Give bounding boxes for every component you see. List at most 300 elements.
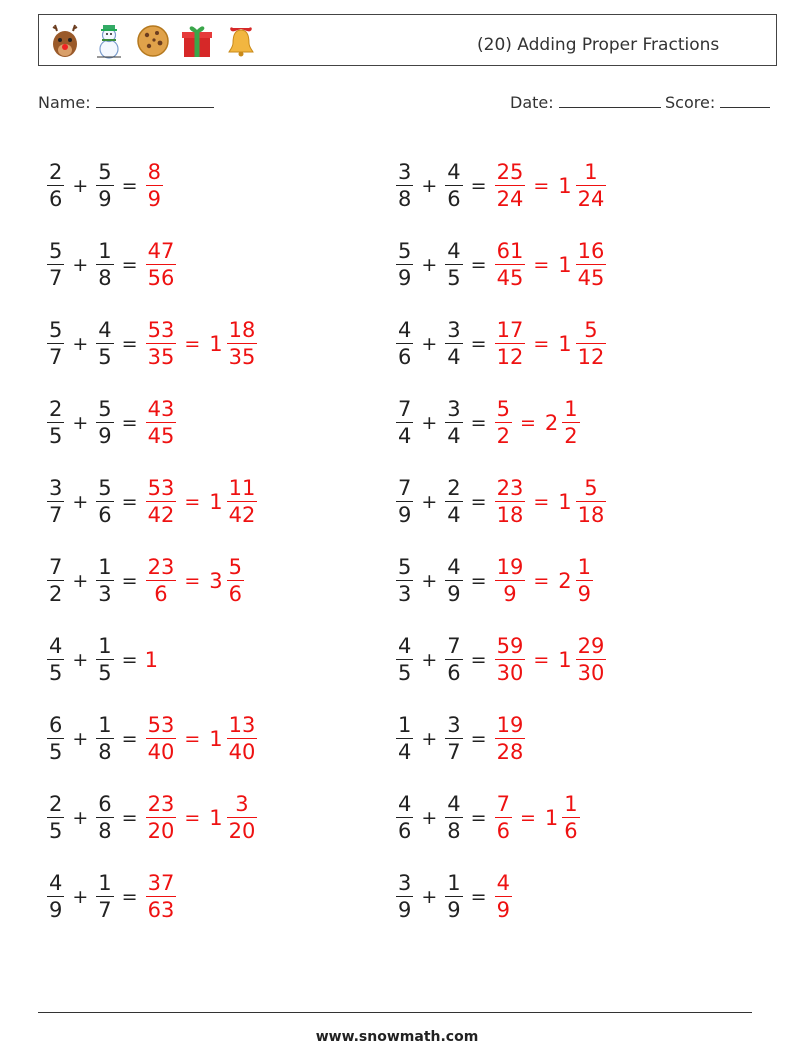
- denominator: 6: [49, 186, 63, 211]
- answer-fraction: [146, 317, 177, 369]
- answer: [143, 712, 261, 764]
- plus-sign: +: [421, 885, 438, 908]
- numerator: 13: [228, 712, 256, 737]
- equals-sign: =: [184, 806, 201, 829]
- plus-sign: +: [421, 727, 438, 750]
- numerator: 23: [147, 554, 175, 579]
- mixed-fraction: [562, 396, 579, 448]
- equals-sign: =: [121, 174, 138, 197]
- denominator: 9: [398, 897, 412, 922]
- mixed-fraction: [227, 712, 258, 764]
- denominator: 20: [147, 818, 175, 843]
- numerator: 3: [447, 396, 461, 421]
- addend-fraction: [47, 554, 64, 606]
- numerator: 5: [228, 554, 242, 579]
- denominator: 4: [447, 423, 461, 448]
- addend-fraction: [96, 159, 113, 211]
- numerator: 5: [398, 238, 412, 263]
- plus-sign: +: [72, 806, 89, 829]
- addend-fraction: [96, 317, 113, 369]
- denominator: 6: [154, 581, 168, 606]
- problem-row: [44, 225, 260, 304]
- denominator: 24: [496, 186, 524, 211]
- denominator: 9: [577, 581, 591, 606]
- equals-sign: =: [533, 253, 550, 276]
- numerator: 17: [496, 317, 524, 342]
- equals-sign: =: [533, 648, 550, 671]
- mixed-whole: 1: [209, 331, 223, 356]
- answer: [492, 475, 610, 527]
- equals-sign: =: [121, 490, 138, 513]
- addend-fraction: [396, 791, 413, 843]
- problem-row: [44, 383, 260, 462]
- worksheet-title: (20) Adding Proper Fractions: [477, 35, 720, 55]
- equals-sign: =: [121, 885, 138, 908]
- numerator: 5: [98, 159, 112, 184]
- problem-row: [393, 146, 609, 225]
- denominator: 5: [49, 818, 63, 843]
- equals-sign: =: [519, 806, 536, 829]
- denominator: 7: [49, 344, 63, 369]
- numerator: 2: [49, 159, 63, 184]
- plus-sign: +: [72, 648, 89, 671]
- numerator: 5: [398, 554, 412, 579]
- problem-row: [393, 304, 609, 383]
- denominator: 2: [496, 423, 510, 448]
- denominator: 6: [447, 660, 461, 685]
- equals-sign: =: [470, 490, 487, 513]
- denominator: 9: [398, 265, 412, 290]
- denominator: 12: [577, 344, 605, 369]
- denominator: 8: [398, 186, 412, 211]
- mixed-fraction: [576, 633, 607, 685]
- answer-fraction: [495, 633, 526, 685]
- denominator: 6: [564, 818, 578, 843]
- numerator: 3: [447, 712, 461, 737]
- reindeer-icon: [45, 21, 85, 61]
- addend-fraction: [396, 633, 413, 685]
- numerator: 4: [447, 238, 461, 263]
- numerator: 5: [584, 317, 598, 342]
- numerator: 59: [496, 633, 524, 658]
- numerator: 3: [49, 475, 63, 500]
- numerator: 23: [496, 475, 524, 500]
- numerator: 4: [49, 870, 63, 895]
- addend-fraction: [396, 238, 413, 290]
- denominator: 40: [147, 739, 175, 764]
- addend-fraction: [47, 317, 64, 369]
- denominator: 40: [228, 739, 256, 764]
- numerator: 5: [98, 396, 112, 421]
- mixed-whole: 3: [209, 568, 223, 593]
- denominator: 9: [447, 897, 461, 922]
- problem-row: [44, 462, 260, 541]
- mixed-fraction: [227, 791, 258, 843]
- numerator: 3: [398, 159, 412, 184]
- denominator: 24: [577, 186, 605, 211]
- numerator: 6: [98, 791, 112, 816]
- plus-sign: +: [421, 253, 438, 276]
- addend-fraction: [47, 633, 64, 685]
- denominator: 5: [98, 344, 112, 369]
- equals-sign: =: [470, 727, 487, 750]
- answer-fraction: [146, 238, 177, 290]
- numerator: 4: [447, 159, 461, 184]
- mixed-fraction: [576, 475, 607, 527]
- numerator: 1: [98, 870, 112, 895]
- equals-sign: =: [121, 253, 138, 276]
- equals-sign: =: [184, 569, 201, 592]
- denominator: 45: [577, 265, 605, 290]
- answer-fraction: [495, 712, 526, 764]
- addend-fraction: [96, 238, 113, 290]
- addend-fraction: [96, 712, 113, 764]
- numerator: 5: [49, 317, 63, 342]
- worksheet-header: [38, 14, 777, 66]
- denominator: 20: [228, 818, 256, 843]
- mixed-fraction: [562, 791, 579, 843]
- denominator: 8: [98, 818, 112, 843]
- denominator: 45: [147, 423, 175, 448]
- denominator: 63: [147, 897, 175, 922]
- addend-fraction: [445, 475, 462, 527]
- numerator: 1: [577, 554, 591, 579]
- cookie-icon: [133, 21, 173, 61]
- plus-sign: +: [421, 332, 438, 355]
- numerator: 4: [49, 633, 63, 658]
- numerator: 2: [49, 791, 63, 816]
- addend-fraction: [47, 475, 64, 527]
- plus-sign: +: [72, 174, 89, 197]
- denominator: 9: [98, 186, 112, 211]
- problem-row: [44, 699, 260, 778]
- numerator: 4: [98, 317, 112, 342]
- name-line: [96, 93, 214, 108]
- denominator: 45: [496, 265, 524, 290]
- equals-sign: =: [121, 569, 138, 592]
- denominator: 8: [447, 818, 461, 843]
- equals-sign: =: [470, 648, 487, 671]
- numerator: 5: [584, 475, 598, 500]
- answer-fraction: [146, 475, 177, 527]
- numerator: 16: [577, 238, 605, 263]
- numerator: 19: [496, 554, 524, 579]
- mixed-whole: 1: [544, 805, 559, 830]
- answer-fraction: [495, 317, 526, 369]
- equals-sign: =: [470, 569, 487, 592]
- plus-sign: +: [72, 411, 89, 434]
- mixed-fraction: [576, 317, 607, 369]
- equals-sign: =: [121, 411, 138, 434]
- plus-sign: +: [421, 490, 438, 513]
- mixed-fraction: [227, 317, 258, 369]
- numerator: 2: [49, 396, 63, 421]
- equals-sign: =: [470, 411, 487, 434]
- problem-row: [44, 620, 260, 699]
- answer: [143, 159, 166, 211]
- equals-sign: =: [533, 332, 550, 355]
- denominator: 9: [398, 502, 412, 527]
- date-field: [510, 93, 661, 112]
- numerator: 3: [447, 317, 461, 342]
- denominator: 9: [98, 423, 112, 448]
- addend-fraction: [47, 238, 64, 290]
- addend-fraction: [96, 554, 113, 606]
- numerator: 37: [147, 870, 175, 895]
- denominator: 6: [496, 818, 510, 843]
- equals-sign: =: [470, 174, 487, 197]
- plus-sign: +: [421, 174, 438, 197]
- numerator: 4: [398, 317, 412, 342]
- numerator: 1: [98, 238, 112, 263]
- addend-fraction: [396, 159, 413, 211]
- answer: [143, 791, 261, 843]
- equals-sign: =: [121, 332, 138, 355]
- answer: [143, 238, 180, 290]
- answer: [492, 633, 610, 685]
- answer: [143, 475, 261, 527]
- addend-fraction: [47, 712, 64, 764]
- mixed-whole: 1: [558, 331, 572, 356]
- mixed-whole: 1: [558, 647, 572, 672]
- denominator: 4: [447, 502, 461, 527]
- numerator: 43: [147, 396, 175, 421]
- problem-row: [393, 857, 609, 936]
- problem-row: [44, 304, 260, 383]
- answer-fraction: [146, 791, 177, 843]
- numerator: 1: [584, 159, 598, 184]
- problem-row: [393, 620, 609, 699]
- answer-fraction: [146, 712, 177, 764]
- numerator: 7: [398, 475, 412, 500]
- denominator: 28: [496, 739, 524, 764]
- denominator: 8: [98, 265, 112, 290]
- numerator: 29: [577, 633, 605, 658]
- equals-sign: =: [184, 727, 201, 750]
- mixed-whole: 1: [558, 252, 572, 277]
- addend-fraction: [396, 317, 413, 369]
- numerator: 7: [496, 791, 510, 816]
- denominator: 4: [398, 739, 412, 764]
- denominator: 3: [98, 581, 112, 606]
- addend-fraction: [445, 870, 462, 922]
- denominator: 6: [398, 818, 412, 843]
- problems-left-column: [44, 146, 260, 936]
- score-label: Score:: [665, 93, 716, 112]
- answer: [492, 159, 610, 211]
- numerator: 53: [147, 712, 175, 737]
- numerator: 7: [398, 396, 412, 421]
- numerator: 8: [147, 159, 161, 184]
- plus-sign: +: [72, 490, 89, 513]
- answer-fraction: [495, 554, 526, 606]
- denominator: 5: [398, 660, 412, 685]
- denominator: 18: [577, 502, 605, 527]
- numerator: 4: [398, 791, 412, 816]
- mixed-whole: 1: [209, 805, 223, 830]
- denominator: 30: [577, 660, 605, 685]
- problems-right-column: [393, 146, 609, 936]
- denominator: 5: [447, 265, 461, 290]
- problem-row: [393, 462, 609, 541]
- answer-fraction: [495, 159, 526, 211]
- answer-fraction: [146, 396, 177, 448]
- problem-row: [393, 699, 609, 778]
- numerator: 5: [496, 396, 510, 421]
- equals-sign: =: [470, 332, 487, 355]
- denominator: 3: [398, 581, 412, 606]
- plus-sign: +: [421, 411, 438, 434]
- denominator: 9: [503, 581, 517, 606]
- addend-fraction: [96, 396, 113, 448]
- denominator: 2: [564, 423, 578, 448]
- numerator: 5: [98, 475, 112, 500]
- mixed-whole: 2: [544, 410, 559, 435]
- numerator: 4: [398, 633, 412, 658]
- plus-sign: +: [421, 569, 438, 592]
- answer: [492, 396, 583, 448]
- numerator: 61: [496, 238, 524, 263]
- denominator: 6: [98, 502, 112, 527]
- plus-sign: +: [72, 885, 89, 908]
- equals-sign: =: [533, 490, 550, 513]
- denominator: 9: [147, 186, 161, 211]
- answer-fraction: [146, 554, 177, 606]
- addend-fraction: [396, 712, 413, 764]
- addend-fraction: [396, 475, 413, 527]
- answer: [492, 712, 529, 764]
- answer-fraction: [495, 870, 512, 922]
- addend-fraction: [396, 870, 413, 922]
- denominator: 9: [447, 581, 461, 606]
- numerator: 7: [447, 633, 461, 658]
- plus-sign: +: [72, 727, 89, 750]
- numerator: 4: [447, 554, 461, 579]
- header-icons: [45, 19, 261, 63]
- numerator: 25: [496, 159, 524, 184]
- addend-fraction: [445, 633, 462, 685]
- mixed-whole: 1: [558, 489, 572, 514]
- answer-fraction: [495, 396, 512, 448]
- problem-row: [393, 225, 609, 304]
- numerator: 18: [228, 317, 256, 342]
- problem-row: [44, 778, 260, 857]
- numerator: 1: [564, 791, 578, 816]
- answer: [492, 791, 583, 843]
- plus-sign: +: [72, 569, 89, 592]
- addend-fraction: [396, 396, 413, 448]
- mixed-whole: 1: [209, 726, 223, 751]
- denominator: 8: [98, 739, 112, 764]
- denominator: 5: [49, 423, 63, 448]
- mixed-fraction: [576, 159, 607, 211]
- denominator: 56: [147, 265, 175, 290]
- numerator: 1: [98, 633, 112, 658]
- mixed-fraction: [576, 554, 593, 606]
- answer: [492, 870, 515, 922]
- denominator: 7: [447, 739, 461, 764]
- addend-fraction: [47, 791, 64, 843]
- denominator: 6: [398, 344, 412, 369]
- problem-row: [44, 857, 260, 936]
- addend-fraction: [96, 475, 113, 527]
- numerator: 23: [147, 791, 175, 816]
- bell-icon: [221, 21, 261, 61]
- numerator: 6: [49, 712, 63, 737]
- equals-sign: =: [533, 569, 550, 592]
- numerator: 1: [564, 396, 578, 421]
- addend-fraction: [96, 633, 113, 685]
- numerator: 4: [447, 791, 461, 816]
- numerator: 1: [98, 712, 112, 737]
- gift-icon: [177, 21, 217, 61]
- denominator: 4: [447, 344, 461, 369]
- answer: [143, 870, 180, 922]
- denominator: 5: [98, 660, 112, 685]
- numerator: 19: [496, 712, 524, 737]
- problem-row: [393, 541, 609, 620]
- addend-fraction: [96, 870, 113, 922]
- equals-sign: =: [184, 490, 201, 513]
- footer-divider: [38, 1012, 752, 1013]
- denominator: 5: [49, 660, 63, 685]
- mixed-fraction: [576, 238, 607, 290]
- problem-row: [44, 541, 260, 620]
- answer: [492, 554, 596, 606]
- answer: [143, 317, 261, 369]
- numerator: 1: [398, 712, 412, 737]
- answer: [143, 648, 158, 672]
- numerator: 47: [147, 238, 175, 263]
- problem-row: [393, 778, 609, 857]
- problem-row: [393, 383, 609, 462]
- addend-fraction: [396, 554, 413, 606]
- answer: [143, 554, 247, 606]
- numerator: 3: [398, 870, 412, 895]
- denominator: 12: [496, 344, 524, 369]
- equals-sign: =: [470, 885, 487, 908]
- answer-fraction: [495, 791, 512, 843]
- plus-sign: +: [72, 332, 89, 355]
- numerator: 5: [49, 238, 63, 263]
- denominator: 5: [49, 739, 63, 764]
- equals-sign: =: [121, 648, 138, 671]
- answer-fraction: [146, 159, 163, 211]
- equals-sign: =: [470, 806, 487, 829]
- denominator: 42: [147, 502, 175, 527]
- addend-fraction: [445, 712, 462, 764]
- denominator: 42: [228, 502, 256, 527]
- numerator: 3: [235, 791, 249, 816]
- equals-sign: =: [121, 727, 138, 750]
- mixed-fraction: [227, 475, 258, 527]
- score-line: [720, 93, 770, 108]
- footer-url: www.snowmath.com: [315, 1029, 479, 1045]
- numerator: 1: [98, 554, 112, 579]
- numerator: 2: [447, 475, 461, 500]
- equals-sign: =: [533, 174, 550, 197]
- denominator: 6: [228, 581, 242, 606]
- numerator: 11: [228, 475, 256, 500]
- denominator: 4: [398, 423, 412, 448]
- numerator: 53: [147, 317, 175, 342]
- answer-fraction: [146, 870, 177, 922]
- denominator: 18: [496, 502, 524, 527]
- mixed-whole: 2: [558, 568, 572, 593]
- equals-sign: =: [470, 253, 487, 276]
- answer-fraction: [495, 475, 526, 527]
- answer: [492, 238, 610, 290]
